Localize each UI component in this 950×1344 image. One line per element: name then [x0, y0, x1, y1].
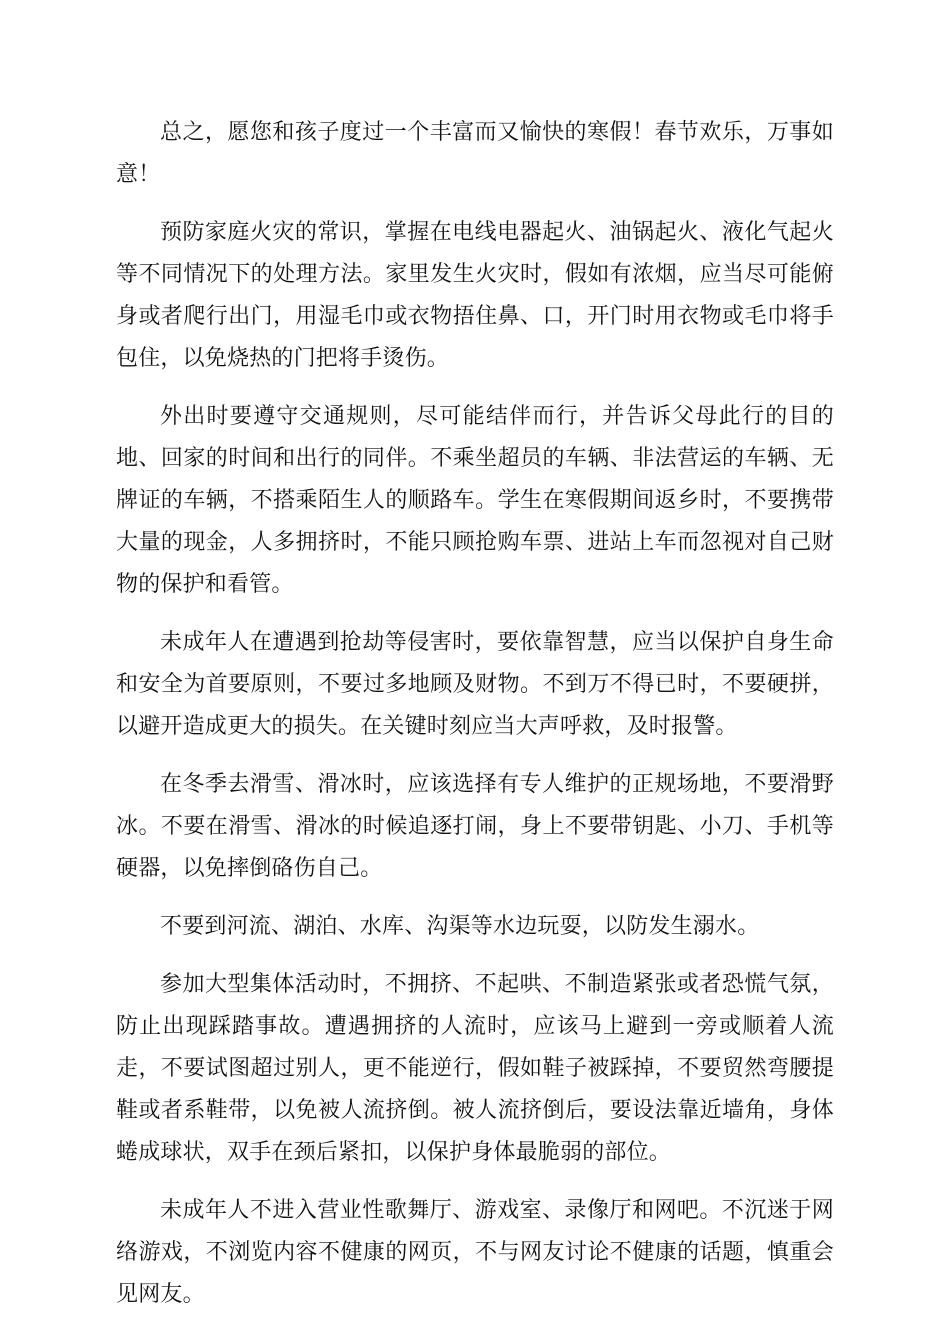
paragraph-closing-wishes: 总之，愿您和孩子度过一个丰富而又愉快的寒假！春节欢乐，万事如意！ — [116, 120, 834, 187]
paragraph-water-safety: 不要到河流、湖泊、水库、沟渠等水边玩耍，以防发生溺水。 — [160, 914, 760, 939]
paragraph-robbery-safety: 未成年人在遭遇到抢劫等侵害时，要依靠智慧，应当以保护自身生命和安全为首要原则，不要过多地顾及财物。不到万不得已时，不要硬拼，以避开造成更大的损失。在关键时刻应当大声呼救，及时报警。 — [116, 630, 834, 739]
document-body — [116, 112, 834, 1332]
paragraph-traffic-safety: 外出时要遵守交通规则，尽可能结伴而行，并告诉父母此行的目的地、回家的时间和出行的同伴。不乘坐超员的车辆、非法营运的车辆、无牌证的车辆，不搭乘陌生人的顺路车。学生在寒假期间返乡时，不要携带大量的现金，人多拥挤时，不能只顾抢购车票、进站上车而忽视对自己财物的保护和看管。 — [116, 404, 834, 597]
paragraph-fire-safety: 预防家庭火灾的常识，掌握在电线电器起火、油锅起火、液化气起火等不同情况下的处理方法。家里发生火灾时，假如有浓烟，应当尽可能俯身或者爬行出门，用湿毛巾或衣物捂住鼻、口，开门时用衣物或毛巾将手包住，以免烧热的门把将手烫伤。 — [116, 220, 834, 371]
paragraph-skating-safety: 在冬季去滑雪、滑冰时，应该选择有专人维护的正规场地，不要滑野冰。不要在滑雪、滑冰的时候追逐打闹，身上不要带钥匙、小刀、手机等硬器，以免摔倒硌伤自己。 — [116, 772, 834, 881]
paragraph-crowd-safety: 参加大型集体活动时，不拥挤、不起哄、不制造紧张或者恐慌气氛，防止出现踩踏事故。遭遇拥挤的人流时，应该马上避到一旁或顺着人流走，不要试图超过别人，更不能逆行，假如鞋子被踩掉，不要贸然弯腰提鞋或者系鞋带，以免被人流挤倒。被人流挤倒后，要设法靠近墙角，身体蜷成球状，双手在颈后紧扣，以保护身体最脆弱的部位。 — [116, 972, 834, 1165]
paragraph-internet-safety: 未成年人不进入营业性歌舞厅、游戏室、录像厅和网吧。不沉迷于网络游戏，不浏览内容不健康的网页，不与网友讨论不健康的话题，慎重会见网友。 — [116, 1198, 834, 1307]
